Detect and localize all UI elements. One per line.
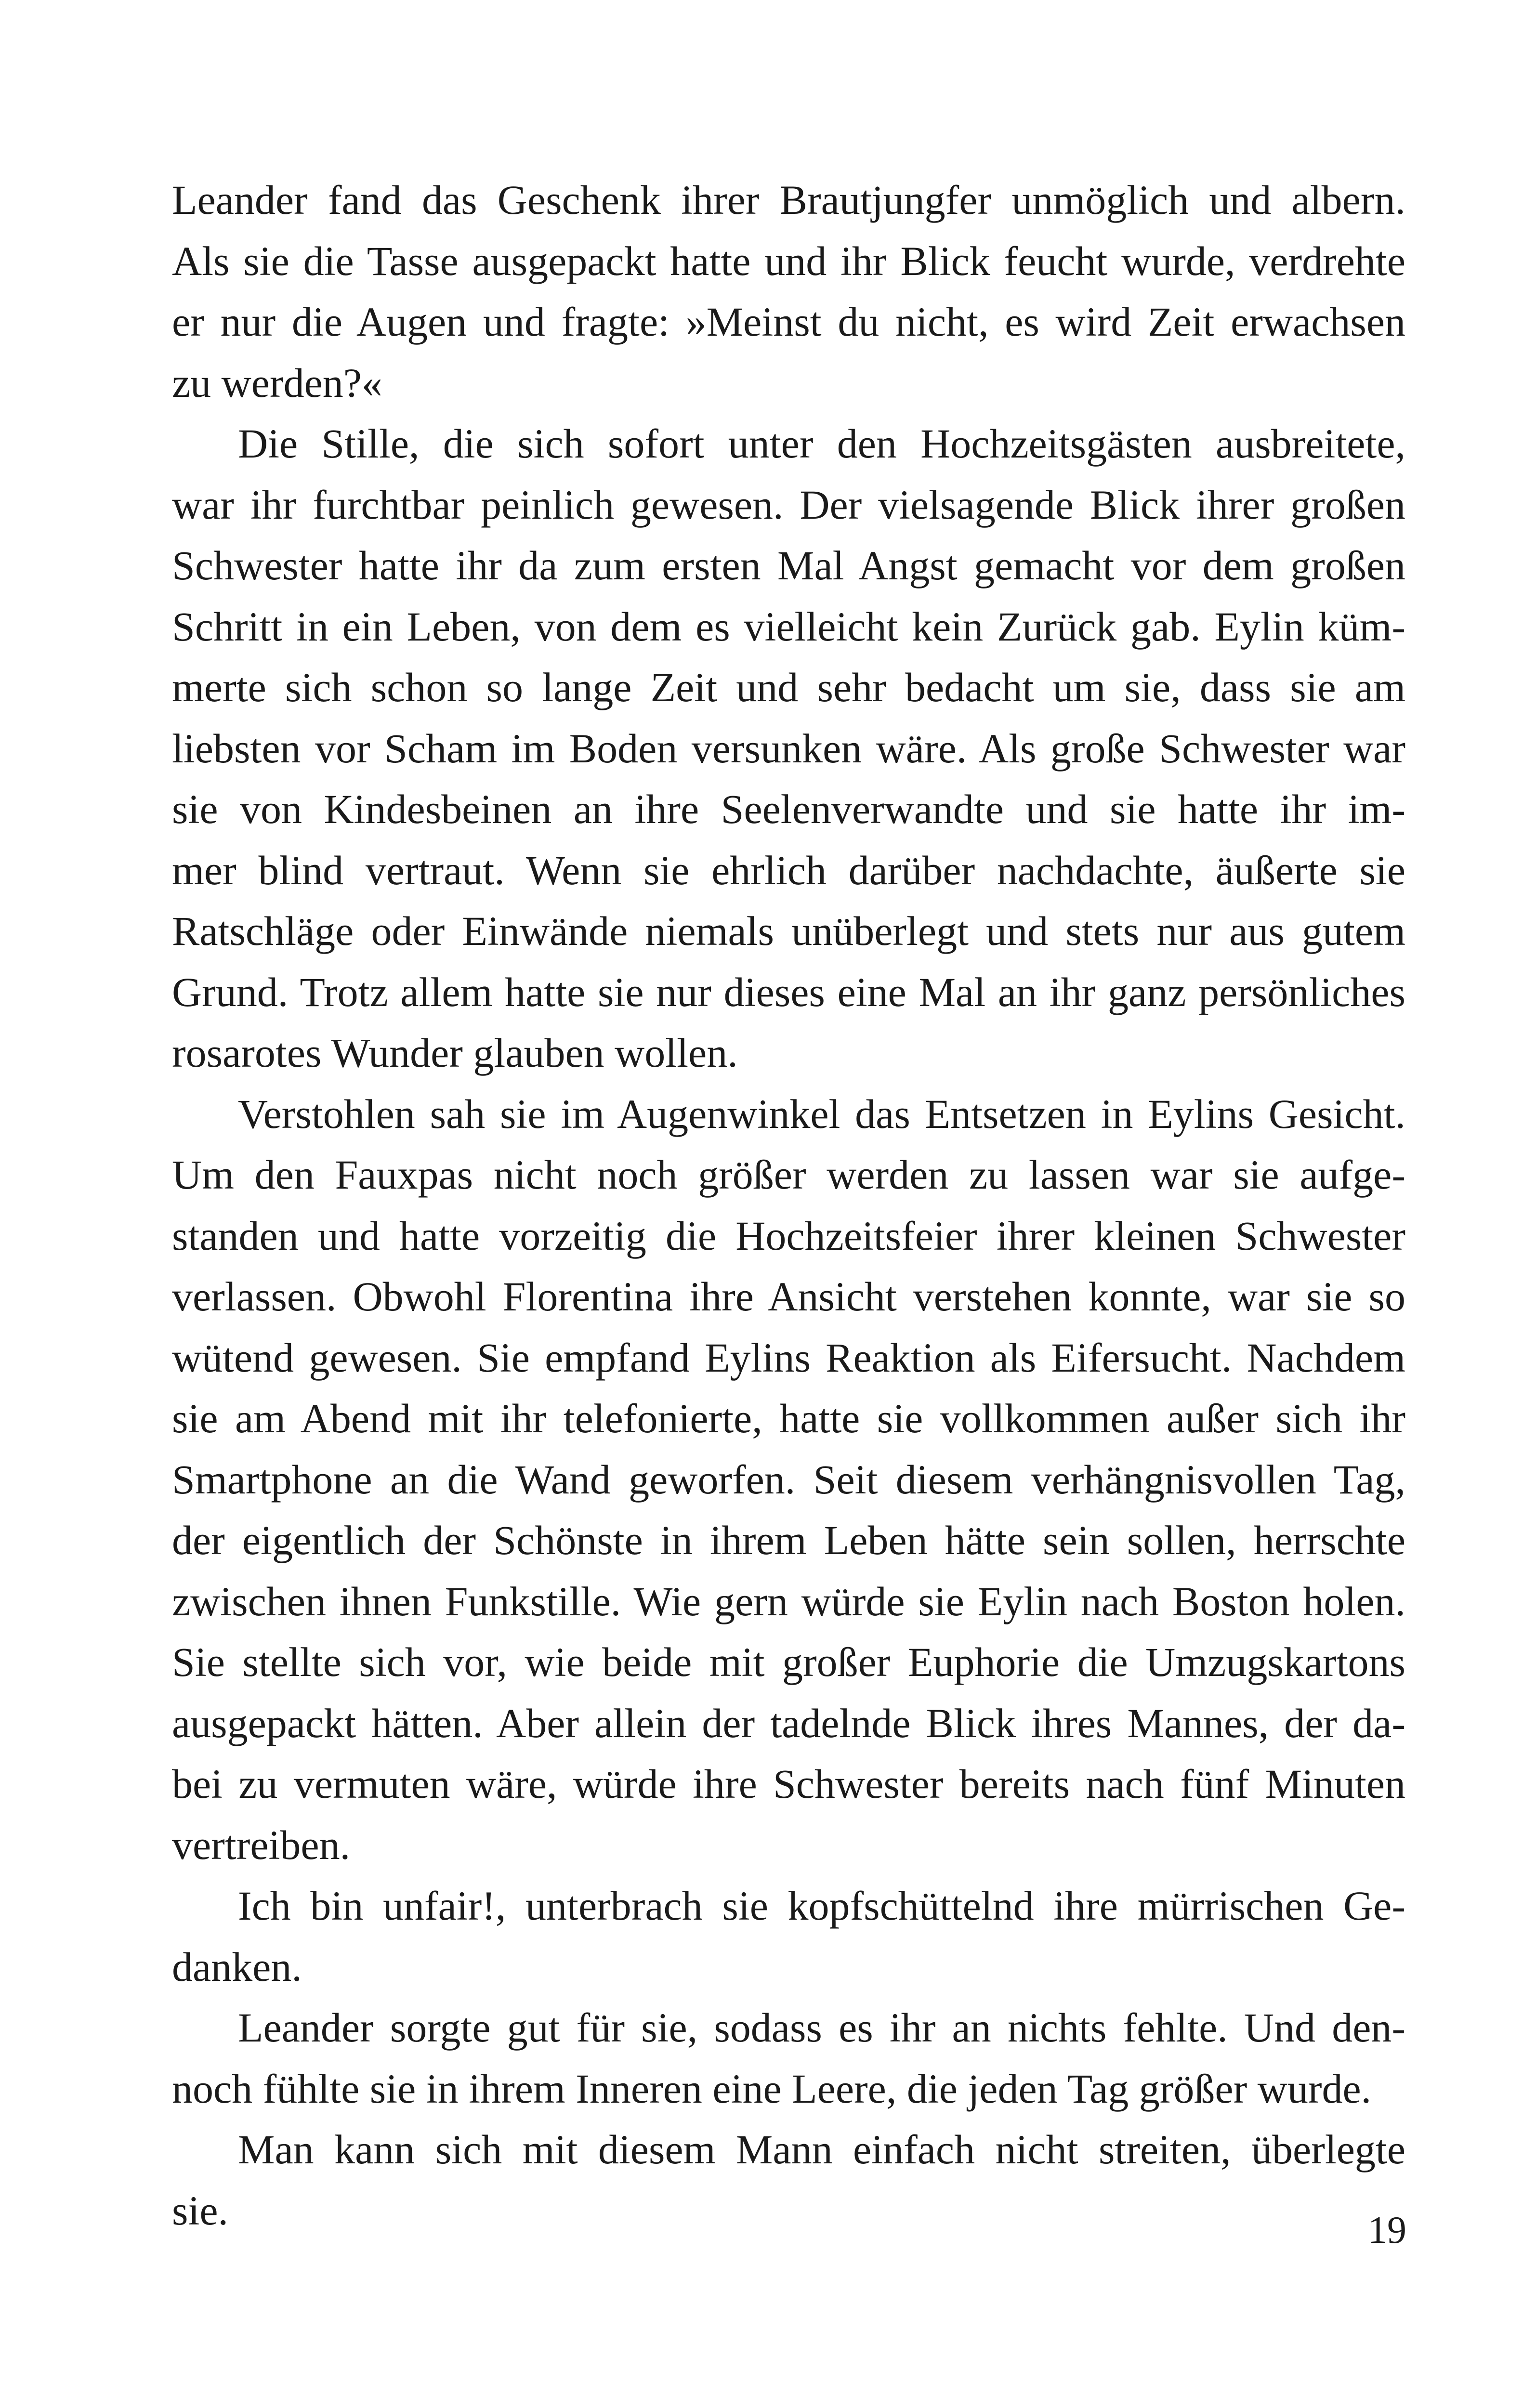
text-line: danken. <box>172 1943 302 1990</box>
text-line: Um den Fauxpas nicht noch größer werden zu lassen war sie aufge- <box>172 1152 1405 1198</box>
text-line: rosarotes Wunder glauben wollen. <box>172 1030 738 1076</box>
paragraph <box>172 2119 1405 2241</box>
text-line: Als sie die Tasse ausgepackt hatte und ihr Blick feucht wurde, verdrehte <box>172 237 1405 284</box>
text-line: sie von Kindesbeinen an ihre Seelenverwandte und sie hatte ihr im- <box>172 786 1405 832</box>
text-line: sie am Abend mit ihr telefonierte, hatte sie vollkommen außer sich ihr <box>172 1395 1405 1441</box>
paragraph <box>172 1875 1405 1997</box>
text-line: Die Stille, die sich sofort unter den Hochzeitsgästen ausbreitete, <box>238 420 1405 467</box>
text-line: war ihr furchtbar peinlich gewesen. Der vielsagende Blick ihrer großen <box>172 481 1405 528</box>
text-line: liebsten vor Scham im Boden versunken wäre. Als große Schwester war <box>172 725 1405 772</box>
text-line: verlassen. Obwohl Florentina ihre Ansicht verstehen konnte, war sie so <box>172 1273 1405 1320</box>
text-line: er nur die Augen und fragte: »Meinst du nicht, es wird Zeit erwachsen <box>172 299 1405 345</box>
text-line: Verstohlen sah sie im Augenwinkel das Entsetzen in Eylins Gesicht. <box>238 1090 1405 1137</box>
paragraph <box>172 1084 1405 1876</box>
page-number: 19 <box>1368 2209 1406 2251</box>
text-line: bei zu vermuten wäre, würde ihre Schwester bereits nach fünf Minuten <box>172 1761 1405 1807</box>
text-line: zu werden?« <box>172 359 382 406</box>
text-line: Leander fand das Geschenk ihrer Brautjungfer unmöglich und albern. <box>172 177 1405 223</box>
paragraph <box>172 413 1405 1084</box>
text-line: Schritt in ein Leben, von dem es vielleicht kein Zurück gab. Eylin küm- <box>172 603 1405 650</box>
text-line: noch fühlte sie in ihrem Inneren eine Leere, die jeden Tag größer wurde. <box>172 2065 1372 2112</box>
text-line: wütend gewesen. Sie empfand Eylins Reaktion als Eifersucht. Nachdem <box>172 1334 1405 1381</box>
text-line: ausgepackt hätten. Aber allein der tadelnde Blick ihres Mannes, der da- <box>172 1700 1405 1746</box>
text-line: vertreiben. <box>172 1821 351 1868</box>
text-line: Man kann sich mit diesem Mann einfach nicht streiten, überlegte <box>238 2126 1405 2172</box>
text-line: Ratschläge oder Einwände niemals unüberlegt und stets nur aus gutem <box>172 908 1405 954</box>
paragraph <box>172 1997 1405 2119</box>
text-line: Sie stellte sich vor, wie beide mit großer Euphorie die Umzugskartons <box>172 1639 1405 1685</box>
paragraph <box>172 170 1405 413</box>
text-line: Grund. Trotz allem hatte sie nur dieses eine Mal an ihr ganz persönliches <box>172 968 1405 1015</box>
text-line: Leander sorgte gut für sie, sodass es ihr an nichts fehlte. Und den- <box>238 2004 1405 2051</box>
text-line: standen und hatte vorzeitig die Hochzeitsfeier ihrer kleinen Schwester <box>172 1212 1405 1259</box>
text-line: merte sich schon so lange Zeit und sehr bedacht um sie, dass sie am <box>172 664 1405 710</box>
text-line: mer blind vertraut. Wenn sie ehrlich darüber nachdachte, äußerte sie <box>172 847 1405 893</box>
text-line: Ich bin unfair!, unterbrach sie kopfschüttelnd ihre mürrischen Ge- <box>238 1883 1405 1929</box>
text-line: sie. <box>172 2187 229 2234</box>
page-body <box>172 170 1405 2241</box>
text-line: Smartphone an die Wand geworfen. Seit diesem verhängnisvollen Tag, <box>172 1456 1405 1503</box>
text-line: zwischen ihnen Funkstille. Wie gern würde sie Eylin nach Boston holen. <box>172 1578 1405 1624</box>
text-line: der eigentlich der Schönste in ihrem Leben hätte sein sollen, herrschte <box>172 1517 1405 1563</box>
text-line: Schwester hatte ihr da zum ersten Mal Angst gemacht vor dem großen <box>172 542 1405 589</box>
